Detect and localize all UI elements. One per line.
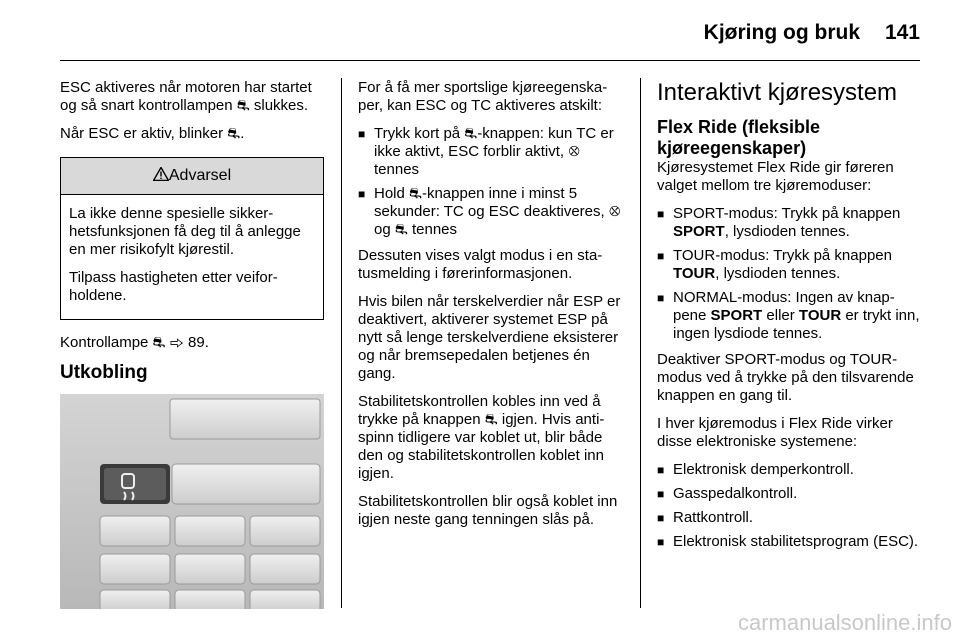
list-item: ■ Elektronisk demperkontroll. <box>657 461 921 479</box>
column-divider <box>341 78 342 608</box>
warning-triangle-icon <box>153 167 169 181</box>
column-2 <box>358 79 624 539</box>
list-item: ■ Elektronisk stabilitetsprogram (ESC). <box>657 533 921 551</box>
list-item: ■ Gasspedalkontroll. <box>657 485 921 503</box>
text: NORMAL-modus: Ingen av knappene <box>673 289 895 324</box>
list-item <box>657 247 921 283</box>
paragraph: Hvis bilen når terskelverdier når ESP er deaktivert, aktiverer systemet ESP på nytt så lenge terskelverdiene eksisterer og når bremsepedalen betjenes én gang. <box>358 293 621 382</box>
text: TOUR-modus: Trykk på knappen <box>673 247 892 264</box>
warning-box <box>60 157 324 320</box>
column-3 <box>657 79 921 559</box>
button-name: TOUR <box>798 307 842 324</box>
button-name: SPORT <box>673 223 725 240</box>
text: , lysdioden tennes. <box>724 223 850 240</box>
bullet-list <box>358 125 624 239</box>
paragraph: I hver kjøremodus i Flex Ride virker disse elektroniske systemene: <box>657 415 893 450</box>
paragraph: Deaktiver SPORT-modus og TOUR-modus ved å trykke på den tilsvarende knappen en gang til. <box>657 351 914 404</box>
running-header: Kjøring og bruk <box>703 21 860 44</box>
column-1 <box>60 79 324 609</box>
button-name: TOUR <box>673 265 716 282</box>
paragraph: ESC aktiveres når motoren har startet og så snart kontrollampen ⛐ slukkes. <box>60 79 312 114</box>
paragraph: La ikke denne spesielle sikkerhetsfunksjonen få deg til å anlegge en mer risikofylt kjørestil. <box>69 205 301 258</box>
header-rule <box>60 60 920 61</box>
dashboard-panel-illustration <box>60 394 324 609</box>
warning-title: Advarsel <box>168 167 232 184</box>
text: SPORT-modus: Trykk på knappen <box>673 205 901 222</box>
mode-list <box>657 205 921 343</box>
paragraph: Dessuten vises valgt modus i en statusmelding i førerinformasjonen. <box>358 247 603 282</box>
system-list <box>657 461 921 551</box>
paragraph: Kjøresystemet Flex Ride gir føreren valget mellom tre kjøremoduser: <box>657 159 894 194</box>
paragraph: Stabilitetskontrollen blir også koblet inn igjen neste gang tenningen slås på. <box>358 493 618 528</box>
section-heading: Interaktivt kjøresystem <box>657 79 898 106</box>
page-number: 141 <box>884 21 920 44</box>
section-heading: Utkobling <box>60 362 148 383</box>
esc-button-photo <box>60 394 324 609</box>
list-item: ■ Hold ⛐-knappen inne i minst 5 sekunder: TC og ESC deaktiveres, ⛒ og ⛐ tennes <box>358 185 624 239</box>
subheading: Flex Ride (fleksible kjøreegenskaper) <box>657 117 821 158</box>
text: eller <box>762 307 799 324</box>
warning-body <box>61 195 323 319</box>
list-item <box>657 289 921 343</box>
list-item: ■ Rattkontroll. <box>657 509 921 527</box>
text: er trykt inn, ingen lysdiode tennes. <box>673 307 920 342</box>
list-item <box>657 205 921 241</box>
warning-header <box>61 158 323 195</box>
column-divider <box>640 78 641 608</box>
text: , lysdioden tennes. <box>715 265 841 282</box>
list-item: ■ Trykk kort på ⛐-knappen: kun TC er ikke aktivt, ESC forblir aktivt, ⛒ tennes <box>358 125 624 179</box>
paragraph: Tilpass hastigheten etter veiforholdene. <box>69 269 278 304</box>
watermark-footer: carmanualsonline.info <box>737 610 952 635</box>
paragraph: Når ESC er aktiv, blinker ⛐. <box>60 125 245 142</box>
paragraph: Stabilitetskontrollen kobles inn ved å trykke på knappen ⛐ igjen. Hvis antispinn tidligere var koblet ut, blir både den og stabilitetskontrollen koblet inn igjen. <box>358 393 605 482</box>
button-name: SPORT <box>710 307 763 324</box>
paragraph: Kontrollampe ⛐ ⇨ 89. <box>60 334 209 351</box>
paragraph: For å få mer sportslige kjøreegenskaper, kan ESC og TC aktiveres atskilt: <box>358 79 608 114</box>
